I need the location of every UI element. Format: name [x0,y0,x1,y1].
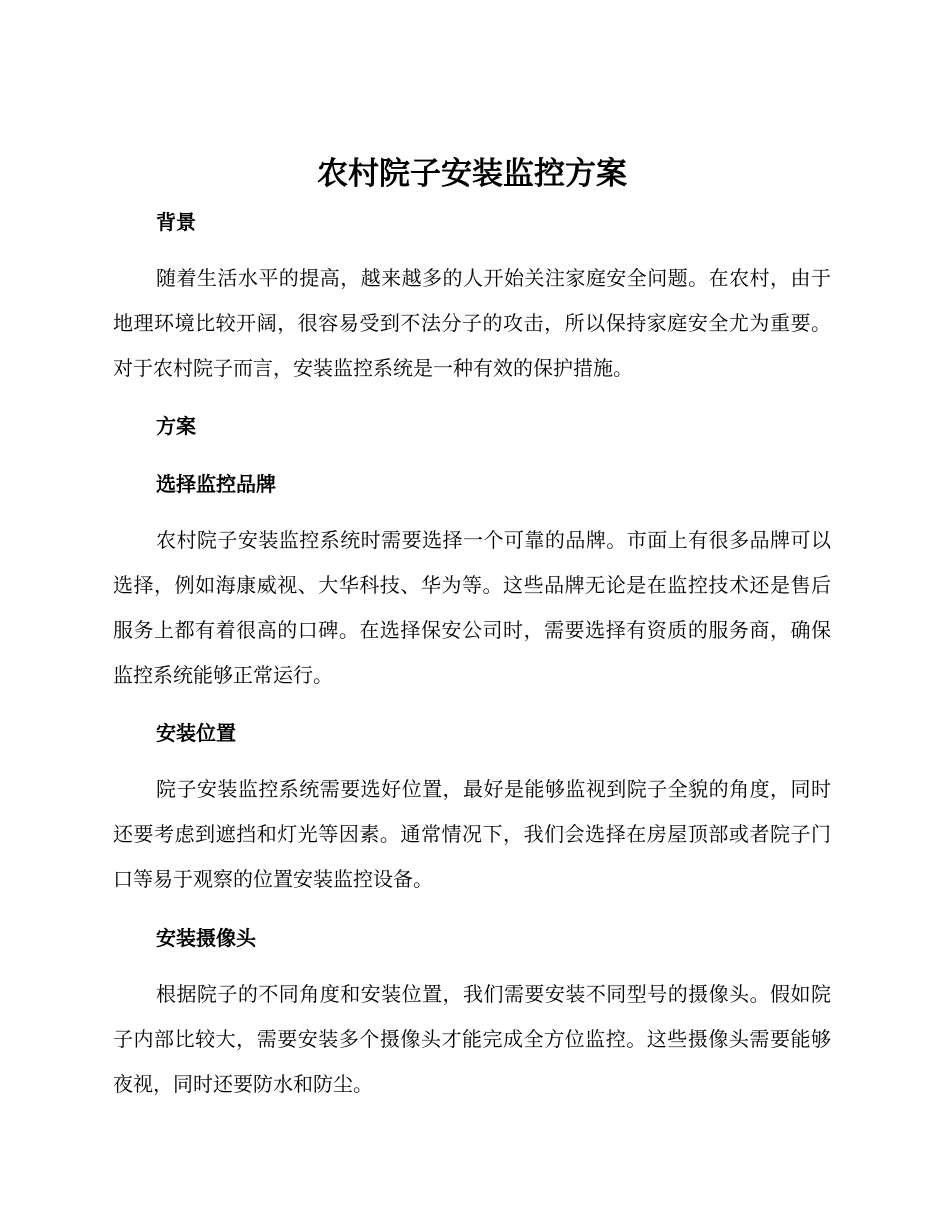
section-heading-install-camera: 安装摄像头 [156,926,256,950]
section-heading-install-location: 安装位置 [156,721,236,745]
section-paragraph-install-location: 院子安装监控系统需要选好位置，最好是能够监视到院子全貌的角度，同时还要考虑到遮挡和灯光等因素。通常情况下，我们会选择在房屋顶部或者院子门口等易于观察的位置安装监控设备。 [113,777,831,891]
section-paragraph-background: 随着生活水平的提高，越来越多的人开始关注家庭安全问题。在农村，由于地理环境比较开阔，很容易受到不法分子的攻击，所以保持家庭安全尤为重要。对于农村院子而言，安装监控系统是一种有效的保护措施。 [113,266,831,380]
document-title: 农村院子安装监控方案 [317,156,627,192]
section-paragraph-install-camera: 根据院子的不同角度和安装位置，我们需要安装不同型号的摄像头。假如院子内部比较大，需要安装多个摄像头才能完成全方位监控。这些摄像头需要能够夜视，同时还要防水和防尘。 [113,982,831,1096]
section-heading-choose-brand: 选择监控品牌 [156,472,276,496]
section-heading-plan: 方案 [156,414,196,438]
section-paragraph-choose-brand: 农村院子安装监控系统时需要选择一个可靠的品牌。市面上有很多品牌可以选择，例如海康威视、大华科技、华为等。这些品牌无论是在监控技术还是售后服务上都有着很高的口碑。在选择保安公司时，需要选择有资质的服务商，确保监控系统能够正常运行。 [113,528,831,687]
section-heading-background: 背景 [156,210,196,234]
